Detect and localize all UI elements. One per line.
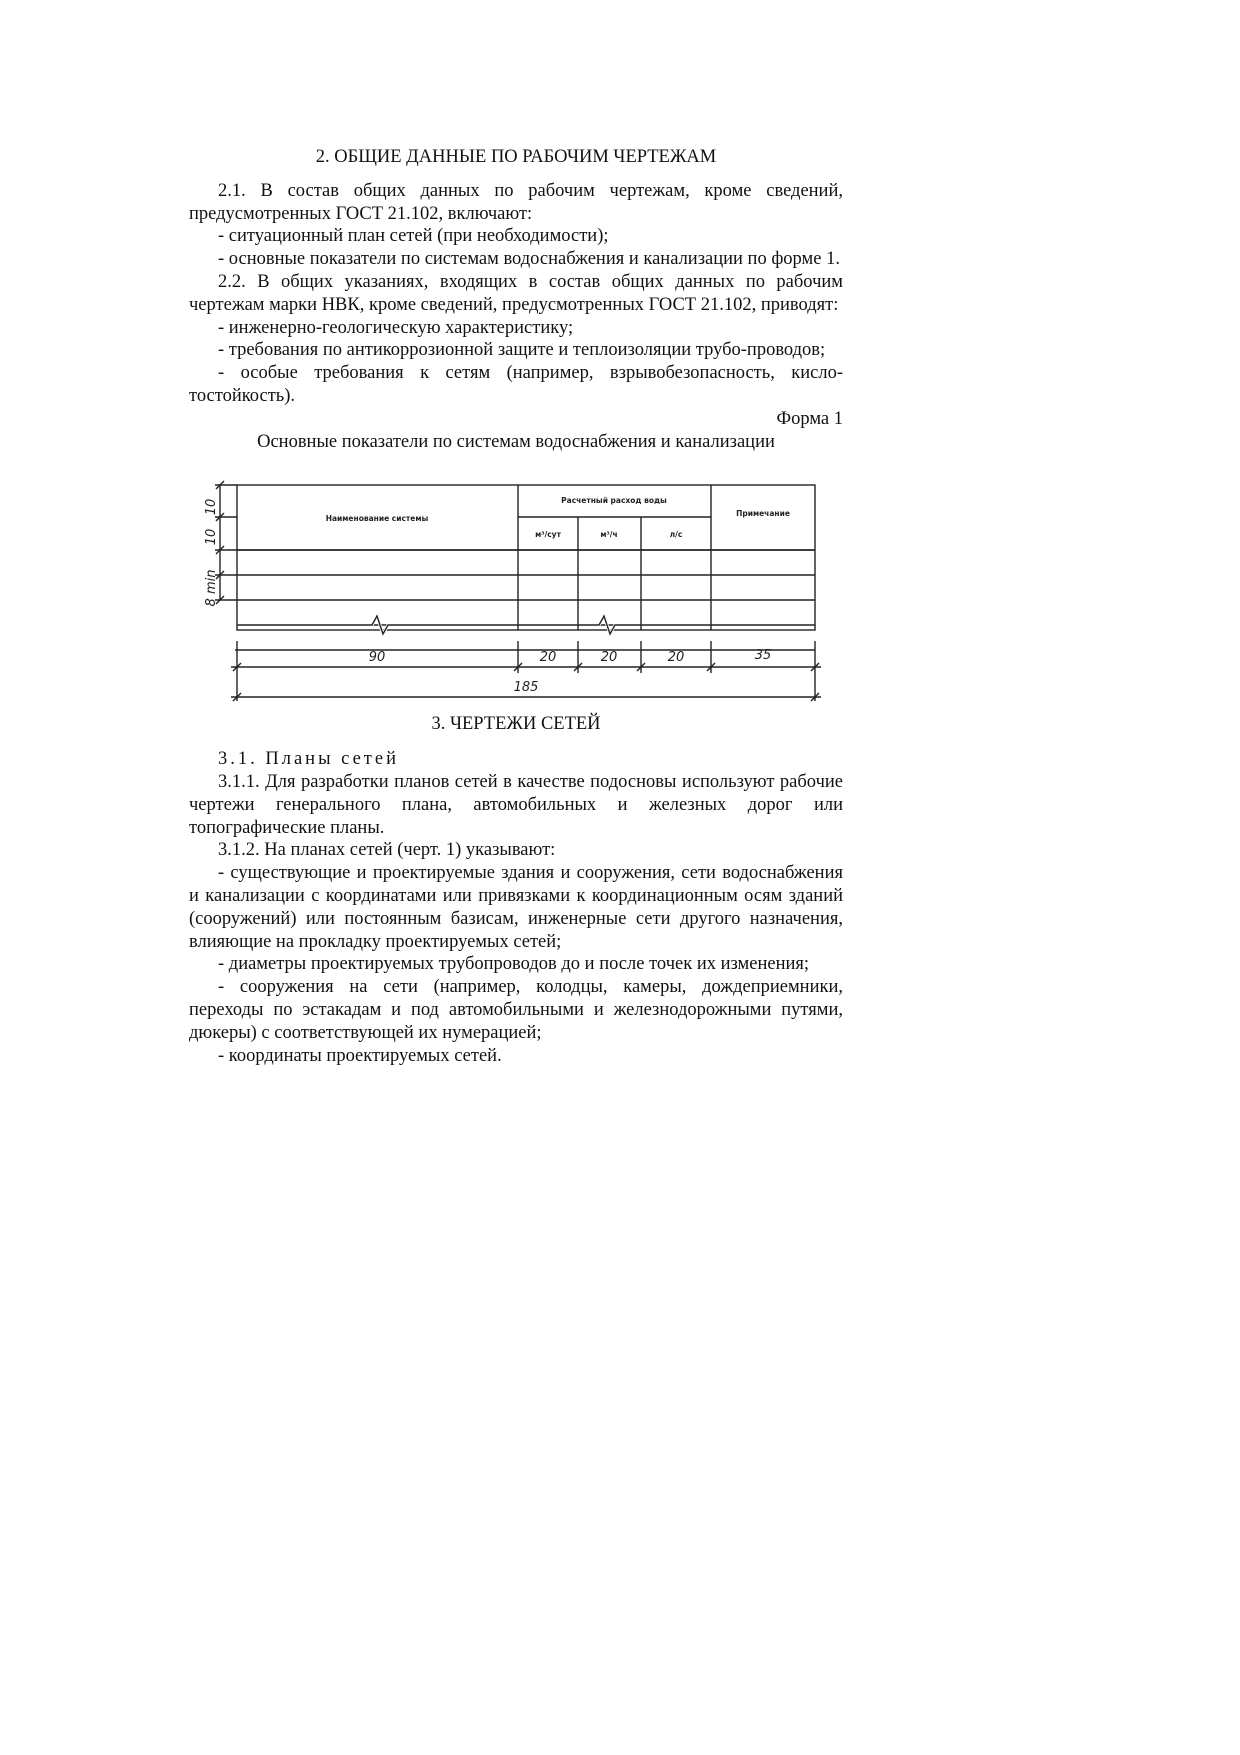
dim-col-hour: 20 [600,650,618,666]
list-item-special-requirements: - особые требования к сетям (например, взрывобезопасность, кисло-тостойкость). [189,363,843,406]
dim-rows: 8 min [204,569,219,607]
subsection-3-1-heading: 3.1. Планы сетей [218,749,399,770]
list-item-geology: - инженерно-геологическую характеристику; [218,317,574,338]
form-frame [237,485,815,630]
list-item-main-indicators: - основные показатели по системам водоснабжения и канализации по форме 1. [218,249,840,270]
list-item-network-structures: - сооружения на сети (например, колодцы, камеры, дождеприемники, переходы по эстакадам и под автомобильными и железнодорожными путями, дюкеры) с соответствующей их нумерацией; [189,977,843,1043]
dim-col-system: 90 [368,650,386,666]
paragraph-2-2: 2.2. В общих указаниях, входящих в состав общих данных по рабочим чертежам марки НВК, кроме сведений, предусмотренных ГОСТ 21.102, приводят: [189,271,843,315]
list-item-pipe-diameters: - диаметры проектируемых трубопроводов до и после точек их изменения; [218,954,810,975]
list-item-buildings-networks: - существующие и проектируемые здания и сооружения, сети водоснабжения и канализации с координатами или привязками к координационным осям зданий (сооружений) или постоянным базисам, инженерные сети другого назначения, влияющие на прокладку проектируемых сетей; [189,863,843,952]
form-title: Основные показатели по системам водоснабжения и канализации [257,431,775,452]
dim-col-day: 20 [539,650,557,666]
list-item-situational-plan: - ситуационный план сетей (при необходимости); [218,226,609,247]
column-header-flow: Расчетный расход воды [561,496,667,506]
column-header-note: Примечание [736,509,790,519]
dim-total: 185 [513,680,539,696]
document-page [189,146,843,1067]
form-1-drawing [187,461,833,707]
list-item-corrosion-protection: - требования по антикоррозионной защите и теплоизоляции трубо-проводов; [218,340,826,361]
paragraph-3-1-1: 3.1.1. Для разработки планов сетей в качестве подосновы используют рабочие чертежи генерального плана, автомобильных и железных дорог или топографические планы. [189,771,843,838]
column-header-system: Наименование системы [325,514,429,524]
column-header-flow-day: м³/сут [535,530,561,540]
column-header-flow-sec: л/с [669,530,683,540]
dim-col-note: 35 [754,648,772,664]
form-label: Форма 1 [776,408,843,429]
list-item-coordinates: - координаты проектируемых сетей. [218,1045,502,1066]
paragraph-2-1: 2.1. В состав общих данных по рабочим чертежам, кроме сведений, предусмотренных ГОСТ 21.102, включают: [189,180,843,224]
paragraph-3-1-2: 3.1.2. На планах сетей (черт. 1) указывают: [218,840,556,861]
column-header-flow-hour: м³/ч [600,530,618,540]
section-3-heading: 3. ЧЕРТЕЖИ СЕТЕЙ [431,714,601,735]
dim-header-bottom: 10 [204,529,219,546]
dim-header-top: 10 [204,499,219,516]
section-2-heading: 2. ОБЩИЕ ДАННЫЕ ПО РАБОЧИМ ЧЕРТЕЖАМ [315,147,717,167]
dim-col-sec: 20 [667,650,685,666]
